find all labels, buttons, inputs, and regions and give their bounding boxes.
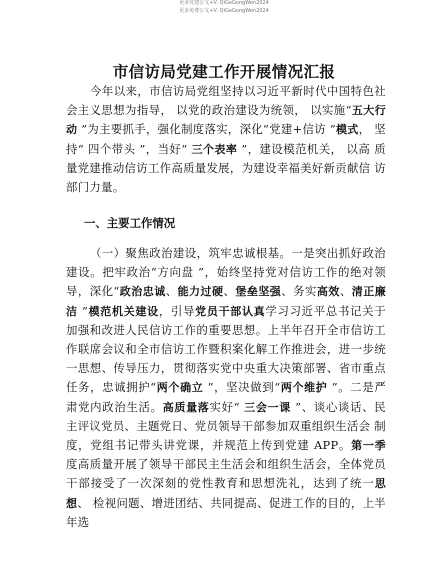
bold-text-run: 政治忠诚 xyxy=(119,285,166,299)
text-run: ”、谈心谈话、民主评议党员、主题党日、党员领导干部参加双重组织生活会 制度，党组书记带头讲党课，并规范上传到党建 APP。 xyxy=(66,399,386,453)
watermark-line-1: 更多党建公文+V: QiGeGongWen2024 xyxy=(179,0,269,6)
watermark-line-2: 更多免费公文+V: QiGeGongWen2024 xyxy=(179,8,269,14)
bold-text-run: 三会一课 xyxy=(244,400,291,414)
intro-paragraph xyxy=(66,82,386,197)
text-run: 、 xyxy=(223,284,236,299)
text-run: ”，坚决做到“ xyxy=(203,380,281,395)
bold-text-run: 清正廉洁 xyxy=(66,285,387,318)
text-run: ”为主要抓手，强化制度落实，深化“党建+信访 ” xyxy=(77,122,336,137)
bold-text-run: 模式 xyxy=(335,123,359,137)
bold-text-run: 能力过硬 xyxy=(177,285,224,299)
bold-text-run: 高质量落 xyxy=(162,400,210,414)
text-run: 、 检视问题、增进团结、共同提高、促进工作的目的，上半年选 xyxy=(66,495,386,529)
text-run: ”，建设模范机关， 以高 质量党建推动信访工作高质量发展，为建设幸福美好新贡献信 访部门力量。 xyxy=(66,141,386,195)
text-run: 、 xyxy=(339,284,352,299)
bold-text-run: 第一季 xyxy=(351,439,386,453)
text-run: ”。二是严肃党内政治生活。 xyxy=(66,380,387,414)
bold-text-run: 两个确立 xyxy=(156,381,204,395)
text-run: （一）聚焦政治建设，筑牢忠诚根基。一是突出抓好政治建设。把牢政治“方向盘 ”，始终坚持党对信访工作的绝对领导，深化“ xyxy=(66,246,386,299)
bold-text-run: 堡垒坚强 xyxy=(235,285,282,299)
bold-text-run: 五大行 动 xyxy=(66,104,386,137)
bold-text-run: 两个维护 xyxy=(280,381,328,395)
text-run: ” xyxy=(77,303,89,318)
text-run: 度高质量开展了领导干部民主生活会和组织生活会，全体党员 干部接受了一次深刻的党性教育和思想洗礼，达到了统一 xyxy=(66,457,386,491)
text-run: 今年以来，市信访局党组坚持以习近平新时代中国特色社会主义思想为指导， 以党的政治建设为统领， 以实施“ xyxy=(66,84,386,118)
bold-text-run: 三个表率 xyxy=(191,142,238,156)
bold-text-run: 模范机关建设 xyxy=(88,304,159,318)
section-paragraph xyxy=(66,244,386,532)
bold-text-run: 高效 xyxy=(316,285,340,299)
document-title: 市信访局党建工作开展情况汇报 xyxy=(112,63,336,81)
text-run: 学习习近平总书记关于加强和改进人民信访工作的重要思想。上半年召开全市信访工作联席会议和全市信访工作暨积案化解工作推进会，进一步统一思想、传导压力，贯彻落实党中央重大决策部署、省市重点任务，忠诚拥护“ xyxy=(66,303,386,395)
text-run: ， 坚持“ 四个带头 ”，当好“ xyxy=(66,122,386,156)
section-heading: 一、主要工作情况 xyxy=(84,216,176,230)
bold-text-run: 思想 xyxy=(66,477,386,510)
text-run: 、 xyxy=(165,284,178,299)
bold-text-run: 党员干部认真 xyxy=(195,304,266,318)
text-run: 、务实 xyxy=(281,284,317,299)
text-run: 实好“ xyxy=(209,399,245,414)
text-run: ，引导 xyxy=(158,303,196,318)
